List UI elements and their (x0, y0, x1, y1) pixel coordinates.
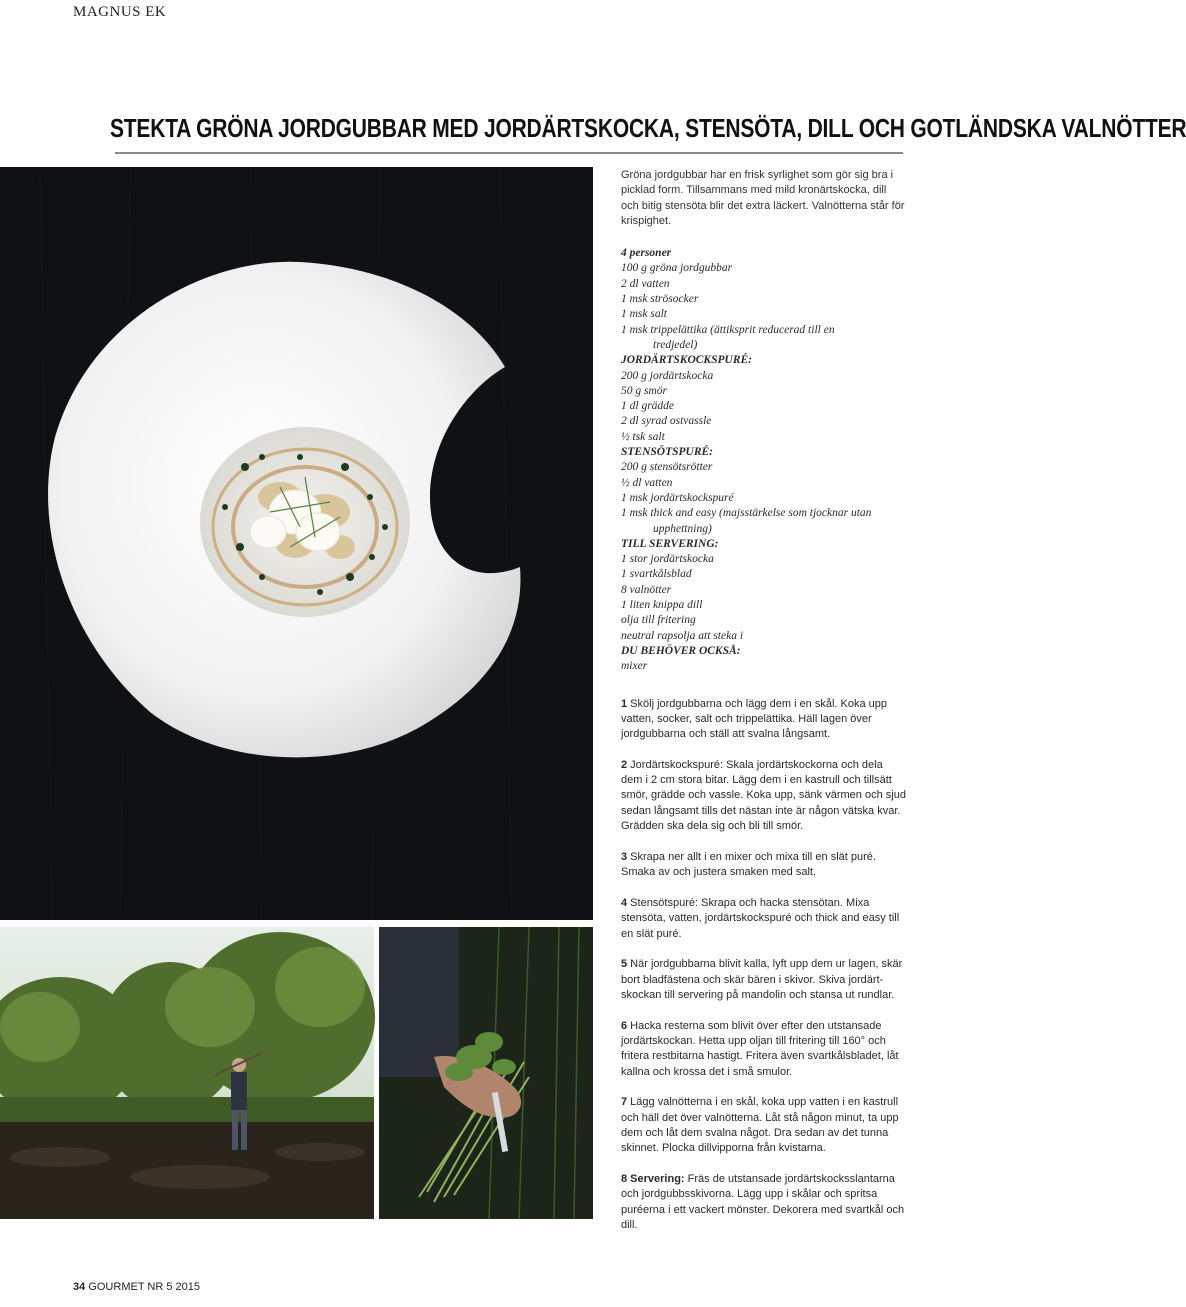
author-name: MAGNUS EK (73, 4, 167, 20)
ingredient-heading: JORDÄRTSKOCKSPURÉ: (621, 354, 753, 367)
step-number: 2 (621, 758, 628, 771)
ingredient-line: 2 dl vatten (621, 277, 670, 290)
ingredient-line: 1 msk jordärtskockspuré (621, 491, 734, 504)
ingredient-line: 2 dl syrad ostvassle (621, 415, 712, 428)
ingredient-heading: 4 personer (621, 247, 672, 260)
method-step (621, 1095, 906, 1156)
ingredient-line: 1 svartkålsblad (621, 568, 692, 581)
ingredient-line: 200 g stensötsrötter (621, 461, 713, 474)
method-step (621, 1172, 906, 1233)
publication-label: GOURMET NR 5 2015 (88, 1281, 200, 1293)
ingredient-line: 100 g gröna jordgubbar (621, 262, 733, 275)
ingredient-line: 200 g jordärtskocka (621, 369, 714, 382)
ingredient-line: neutral rapsolja att steka i (621, 629, 744, 642)
ingredient-line: 8 valnötter (621, 583, 672, 596)
step-text: När jordgubbarna blivit kalla, lyft upp dem ur lagen, skär bort bladfästena och skär bären i skivor. Skiva jordärt-skockan till servering på mandolin och stansa ut rundlar. (621, 958, 903, 1001)
ingredient-list (621, 246, 906, 674)
step-text: Fräs de utstansade jordärtskocksslantarna och jordgubbsskivorna. Lägg upp i skålar och spritsa puréerna i ett vackert mönster. Dekorera med svartkål och dill. (621, 1173, 905, 1232)
dish-photo (0, 167, 593, 920)
recipe-title: STEKTA GRÖNA JORDGUBBAR MED JORDÄRTSKOCKA, STENSÖTA, DILL OCH GOTLÄNDSKA VALNÖTTER (110, 114, 1186, 143)
ingredient-line: 1 msk strösocker (621, 293, 699, 306)
step-text: Jordärtskockspuré: Skala jordärtskockorna och dela dem i 2 cm stora bitar. Lägg dem i en kastrull och tillsätt smör, grädde och vassle. Koka upp, sänk värmen och sjud sedan långsamt tills det nästan inte är någon vätska kvar. Grädden ska dela sig och bli till smör. (621, 758, 906, 833)
step-number: 7 (621, 1096, 628, 1109)
step-text: Skölj jordgubbarna och lägg dem i en skål. Koka upp vatten, socker, salt och trippelättika. Häll lagen över jordgubbarna och ställ att svalna långsamt. (621, 697, 888, 741)
method-step (621, 957, 906, 1003)
step-text: Lägg valnötterna i en skål, koka upp vatten i en kastrull och häll det över valnötterna. Låt stå någon minut, ta upp dem och låt dem svalna något. Dra sedan av det tunna skinnet. Plocka dillvipporna från kvistarna. (621, 1096, 899, 1155)
step-text: Hacka resterna som blivit över efter den utstansade jordärtskockan. Hetta upp oljan till fritering till 160° och fritera restbitarna hastigt. Fritera även svartkålsbladet, låt kallna och krossa det i små smulor. (621, 1019, 899, 1078)
garden-photo (0, 927, 374, 1219)
step-number: 5 (621, 958, 628, 971)
step-number: 8 Servering: (621, 1173, 685, 1186)
ingredient-line: olja till fritering (621, 614, 696, 627)
step-number: 3 (621, 850, 628, 863)
step-text: Stensötspuré: Skrapa och hacka stensötan. Mixa stensöta, vatten, jordärtskockspuré och thick and easy till en slät puré. (621, 896, 900, 940)
ingredient-line: 1 dl grädde (621, 400, 675, 413)
method-steps (621, 697, 906, 1234)
method-step (621, 1019, 906, 1080)
ingredient-heading: STENSÖTSPURÉ: (621, 446, 714, 459)
step-number: 1 (621, 697, 628, 710)
intro-paragraph: Gröna jordgubbar har en frisk syrlighet som gör sig bra i picklad form. Tillsammans med mild kronärtskocka, dill och bitig stensöta blir det extra läckert. Valnötterna står för krispighet. (621, 169, 905, 227)
ingredient-line: ½ tsk salt (621, 430, 665, 443)
ingredient-line: 1 msk thick and easy (majsstärkelse som tjocknar utan (621, 507, 872, 520)
method-step (621, 758, 906, 834)
page-footer (73, 1281, 200, 1293)
method-step (621, 697, 906, 743)
ingredient-line: 50 g smör (621, 384, 668, 397)
title-rule (115, 152, 903, 154)
step-text: Skrapa ner allt i en mixer och mixa till en slät puré. Smaka av och justera smaken med salt. (621, 850, 876, 879)
step-number: 4 (621, 896, 628, 909)
recipe-text-column (621, 168, 906, 1249)
ingredient-line: mixer (621, 660, 648, 673)
method-step (621, 896, 906, 942)
page-number: 34 (73, 1281, 86, 1293)
step-number: 6 (621, 1019, 628, 1032)
ingredient-line: 1 msk salt (621, 308, 667, 321)
ingredient-heading: DU BEHÖVER OCKSÅ: (621, 644, 741, 657)
herbs-photo (379, 927, 593, 1219)
ingredient-line: upphettning) (653, 522, 712, 535)
ingredient-line: 1 msk trippelättika (ättiksprit reducerad till en (621, 323, 835, 336)
ingredient-heading: TILL SERVERING: (621, 537, 719, 550)
ingredient-line: ½ dl vatten (621, 476, 673, 489)
ingredient-line: 1 stor jordärtskocka (621, 553, 714, 566)
ingredient-line: tredjedel) (653, 338, 698, 351)
method-step (621, 850, 906, 881)
ingredient-line: 1 liten knippa dill (621, 599, 703, 612)
